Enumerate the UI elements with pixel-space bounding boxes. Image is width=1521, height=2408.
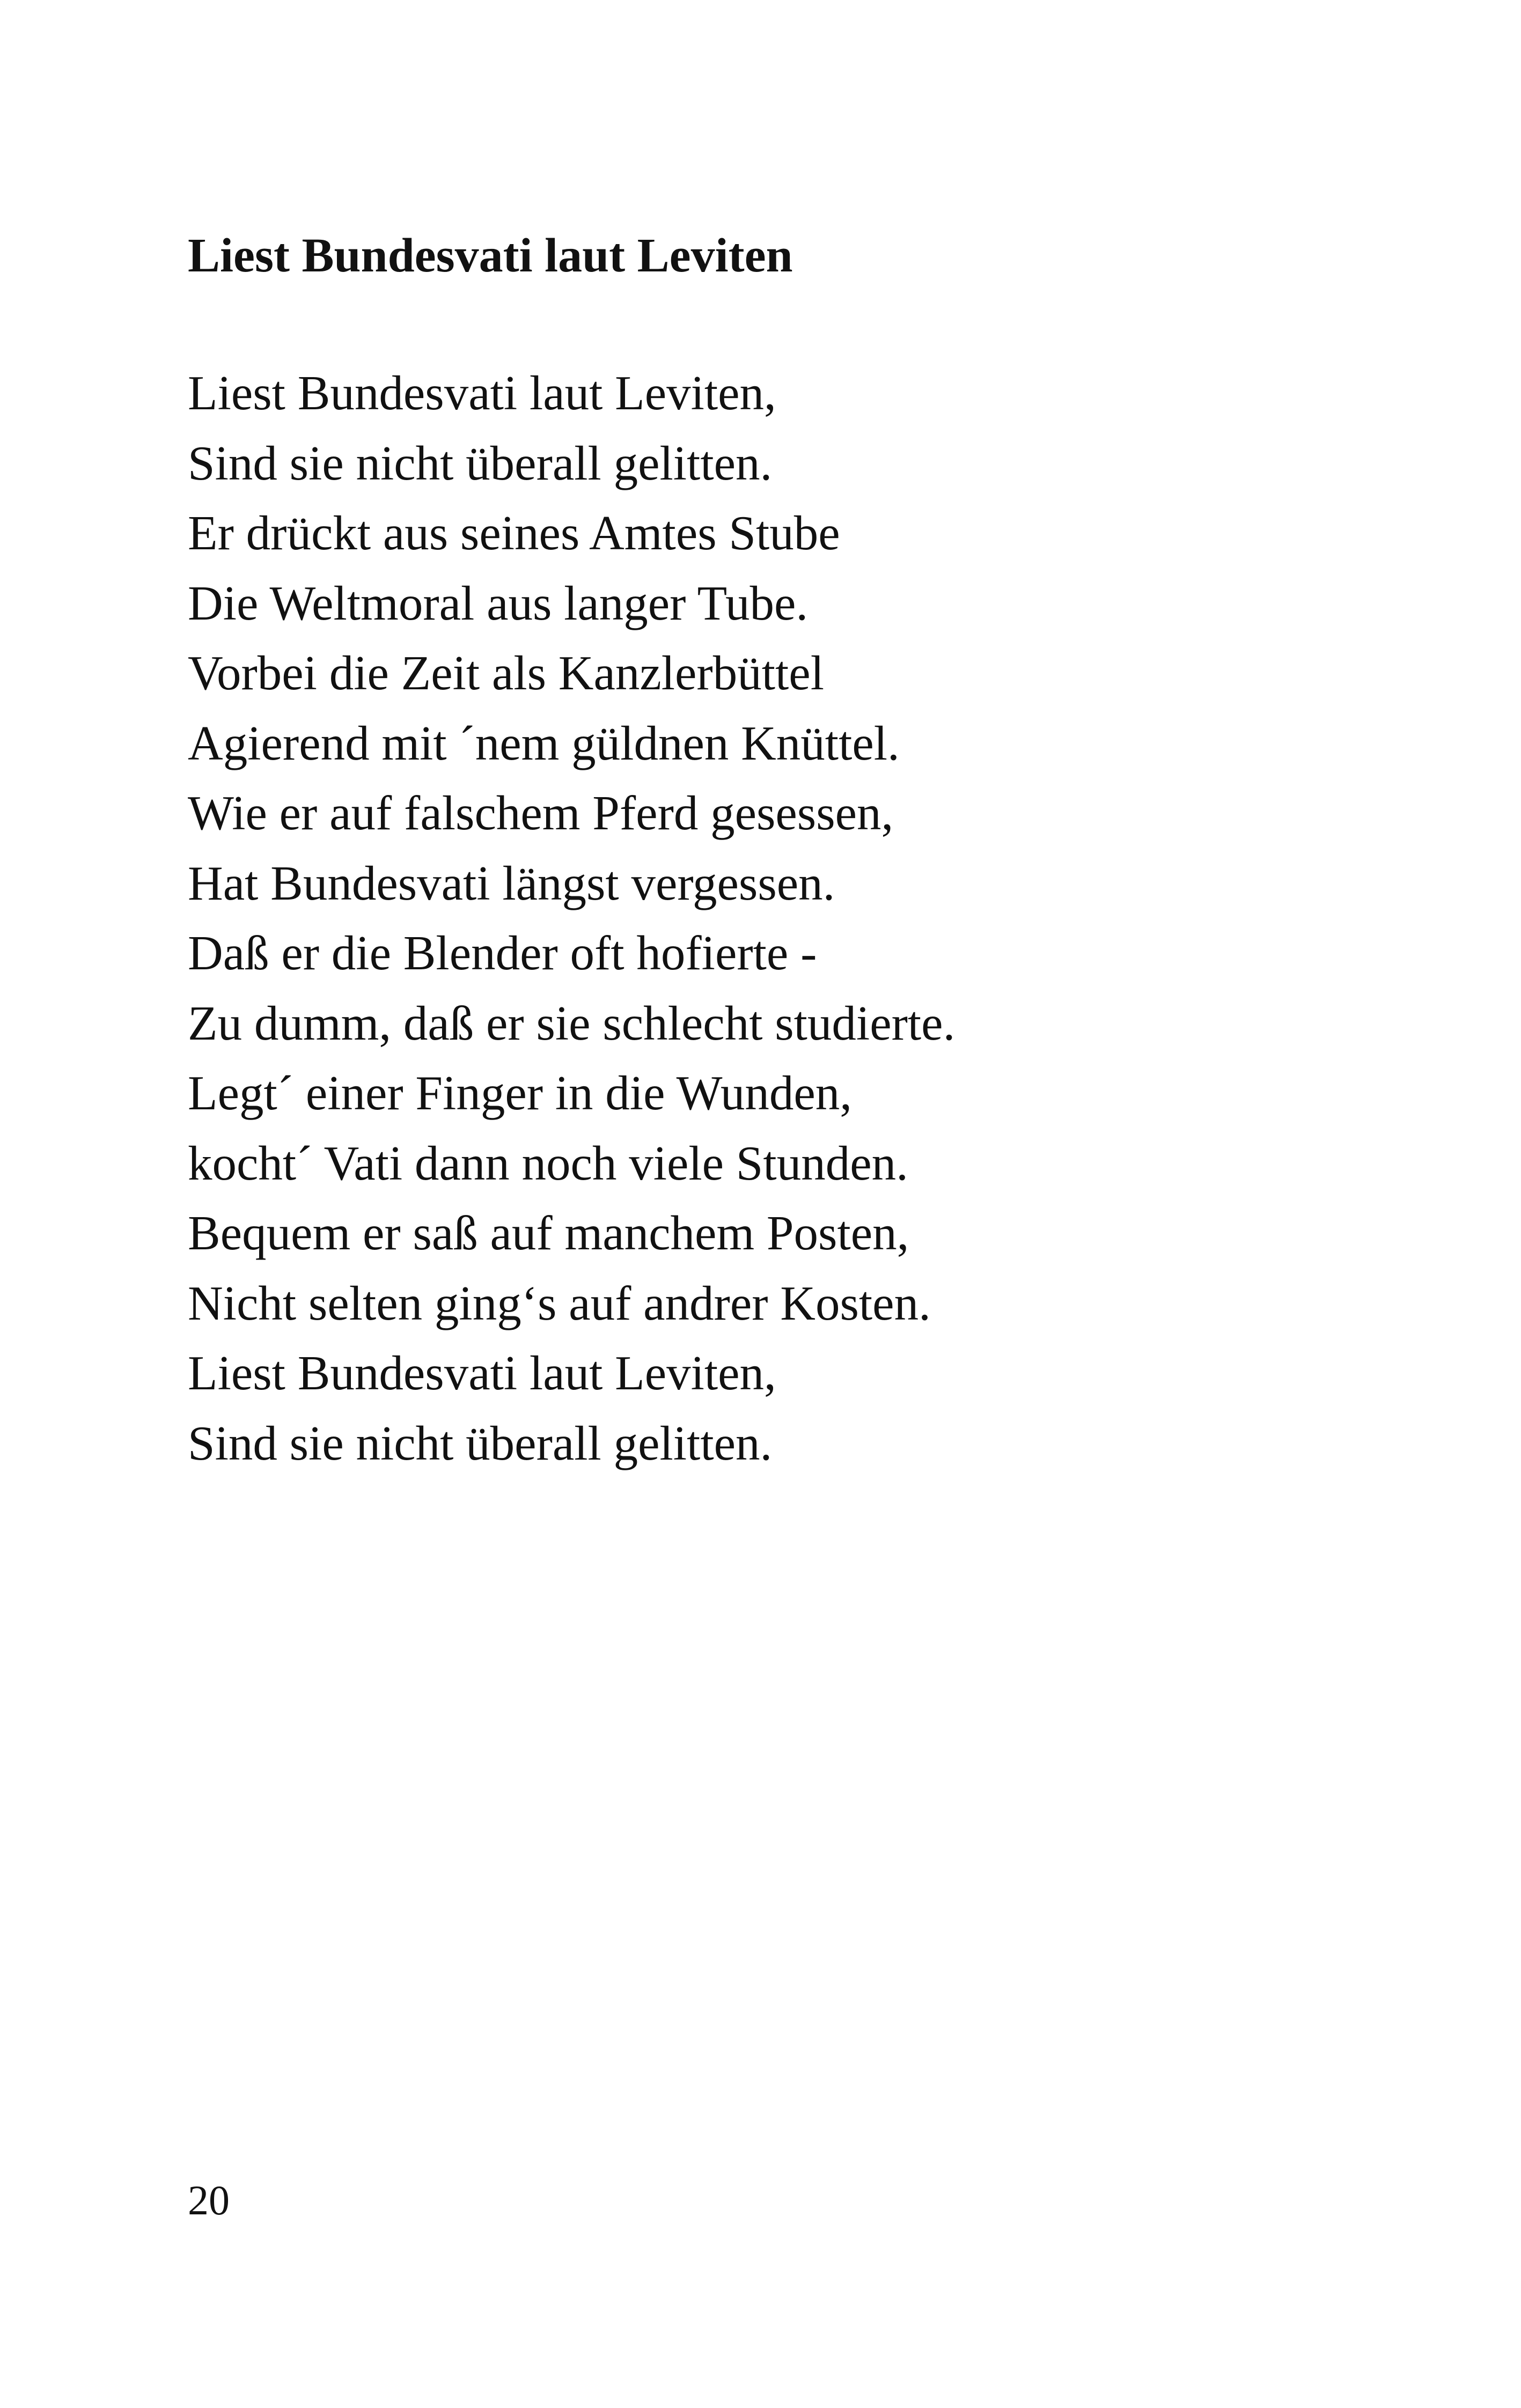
poem-line: Er drückt aus seines Amtes Stube (188, 506, 840, 560)
poem-line: Bequem er saß auf manchem Posten, (188, 1206, 909, 1260)
poem-line: Nicht selten ging‘s auf andrer Kosten. (188, 1276, 931, 1330)
poem-line: kocht´ Vati dann noch viele Stunden. (188, 1136, 908, 1190)
poem-line: Agierend mit ´nem güldnen Knüttel. (188, 716, 900, 770)
poem-line: Sind sie nicht überall gelitten. (188, 1416, 773, 1470)
poem-line: Daß er die Blender oft hofierte - (188, 926, 817, 980)
poem-line: Hat Bundesvati längst vergessen. (188, 856, 835, 910)
poem-line: Die Weltmoral aus langer Tube. (188, 576, 809, 630)
poem-line: Wie er auf falschem Pferd gesessen, (188, 786, 894, 840)
poem-line: Vorbei die Zeit als Kanzlerbüttel (188, 646, 824, 700)
poem-line: Legt´ einer Finger in die Wunden, (188, 1066, 852, 1120)
poem-line: Liest Bundesvati laut Leviten, (188, 366, 776, 420)
poem-line: Sind sie nicht überall gelitten. (188, 436, 773, 490)
page-number: 20 (188, 2177, 230, 2223)
poem-line: Liest Bundesvati laut Leviten, (188, 1346, 776, 1400)
poem-body (188, 358, 955, 1478)
poem-line: Zu dumm, daß er sie schlecht studierte. (188, 996, 956, 1050)
poem-title: Liest Bundesvati laut Leviten (188, 229, 793, 282)
